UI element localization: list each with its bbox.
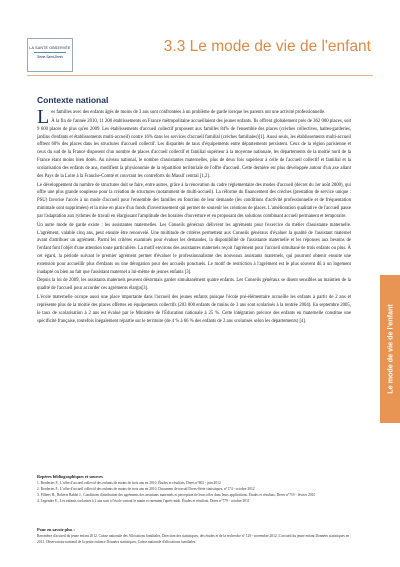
- reference-item: 3. Pilliers H., Roberts Babbé J., Conditions d'attribution des agréments des assistants maternels et perception de leurs rôles dans leurs applications. Études et résultats, Drees n°719 - février 2010: [37, 493, 316, 497]
- further-reading-text: Baromètre d'accueil du jeune enfant 2012, Caisse nationale des Allocations familiales, Direction des statistiques, des études et de la recherche n° 129 - novembre 2012. L'accueil du jeune enfant Données statistiques en 2011, Observatoire national de la petite enfance Données statistiques, Caisse nationale d'allocations familiales.: [37, 534, 350, 544]
- main-content: [37, 95, 351, 325]
- paragraph-1-text: es familles avec des enfants âgés de moins de 3 ans sont confrontées à un problème de garde lorsque les parents ont une activité professionnelle.: [51, 110, 326, 115]
- paragraph-2: À la fin de l'année 2010, 11 200 établissements en France métropolitaine accueillaient des jeunes enfants. Ils offrent globalement près de 362 000 places, soit 9 600 places de plus qu'en 2009. Les établissements d'accueil collectif proposent aux familles 84% de l'ensemble des places (crèches collectives, haltes-garderies, jardins d'enfants et établissements multi-accueil) contre 16% dans les services d'accueil familial (crèches familiales)[1]. Aussi seuls, les établissements multi-accueil offrent 60% des places dans les structures d'accueil collectif. Les disparités de taux d'équipements entre départements persistent. Ceux de la région parisienne et ceux du sud de la France disposent d'un nombre de places d'accueil collectif et familial supérieur à la moyenne nationale, les départements de la moitié nord de la France étant moins bien dotés. Au niveau national, le nombre d'assistantes maternelles, plus de deux fois supérieur à celle de l'accueil collectif et familial et la scolarisation des enfants de ans, modifient la physionomie de la répartition territoriale de l'offre d'accueil. Cette dernière est plus développée autour d'un axe allant des Pays de la Loire à la Franche-Comté et couvrant les contreforts du Massif central [1,2].: [37, 118, 351, 179]
- side-band-label: Le mode de vie de l'enfant: [385, 304, 395, 394]
- reference-item: 1. Borderies F., L'offre d'accueil collectif des enfants de moins de trois ans en 2010. Études et résultats, Drees n°803 - juin 2012: [37, 481, 221, 485]
- further-reading: [37, 527, 353, 545]
- paragraph-6: L'école maternelle occupe aussi une place importante dans l'accueil des jeunes enfants puisque l'école pré-élémentaire accueille les enfants à partir de 2 ans et représente plus de la moitié des places offertes en équipements collectifs (203 000 enfants de moins de 3 ans sont scolarisés à la rentrée 2004). En septembre 2005, le taux de scolarisation à 2 ans est évalué par le Ministère de l'Éducation nationale à 25 %. Cette intégration précoce des enfants en maternelle constitue une spécificité française, toutefois inégalement répartie sur le territoire (de 4 % à 66 % des enfants de 2 ans scolarisés selon les départements) [4].: [37, 295, 351, 324]
- further-reading-title: Pour en savoir plus :: [37, 527, 75, 532]
- reference-item: 2. Borderies F., L'offre d'accueil collectif des enfants de moins de trois ans en 2010. Document de travail Drees-Série statistiques, n°174 - octobre 2012: [37, 487, 255, 491]
- logo-top-text: LA SANTÉ OBSERVÉE: [29, 46, 71, 50]
- dropcap: L: [37, 106, 50, 128]
- logo: [27, 38, 73, 72]
- reference-item: 4. Legendre E., Les enfants scolarisés à 2 ans sont à l'école surtout le matin et rarement l'après-midi. Études et résultats, Drees n°779 - octobre 2011: [37, 499, 250, 503]
- paragraph-3: Le développement du nombre de structures doit se faire, entre autres, grâce à la rénovation du cadre réglementaire des modes d'accueil (décret du 1er août 2000), qui offre une plus grande souplesse pour la création de structures (notamment de multi-accueil). La réforme du financement des crèches (prestation de service unique : PSU) favorise l'accès à un mode d'accueil pour l'ensemble des familles en fonction de leur demande (les conditions d'activité professionnelle et de fréquentation minimale sont supprimées) et la mise en place d'un fonds d'investissement qui permet de soutenir les créations de places. L'amélioration qualitative de l'accueil passe par l'adaptation aux rythmes de travail en élargissant l'amplitude des horaires d'ouverture et en proposant des solutions combinant accueil permanent et temporaire.: [37, 182, 351, 219]
- paragraph-5: Depuis la loi de 2009, les assistants maternels peuvent désormais garder simultanément quatre enfants. Les Conseils généraux se disent sensibles au maintien de la qualité de l'accueil pour accorder ces agréments élargis[3].: [37, 278, 351, 292]
- references: [37, 474, 353, 504]
- paragraph-1: [37, 106, 351, 128]
- header-divider: [27, 75, 373, 76]
- side-band: [380, 275, 400, 423]
- paragraph-4: Un autre mode de garde existe : les assistantes maternelles. Les Conseils généraux délivrent les agréments pour l'exercice du métier d'assistante maternelle. L'agrément, valable cinq ans, peut ensuite être renouvelé. Une multitude de critères permettent aux Conseils généraux d'évaluer la qualité de l'assistant maternel avant d'attribuer un agrément. Parmi les critères examinés pour évaluer les demandes, la disponibilité de l'assistante maternelle et les réponses aux besoins de l'enfant font l'objet d'une attention toute particulière. La motif environs des assistantes maternels reçoit l'agrément pour l'accueil simultané de trois enfants ou plus. À cet égard, la période suivant le premier agrément permet d'évaluer le professionnalisme des nouveaux assistants maternels, qui pourront obtenir ensuite une extension pour accueillir plus d'enfants ou une dérogation pour des accueils ponctuels. Le motif de restriction à l'agrément est le plus souvent dû à un logement inadapté ou bien au fait que l'assistant maternel a lui-même de jeunes enfants [3].: [37, 222, 351, 275]
- chapter-title: 3.3 Le mode de vie de l'enfant: [163, 38, 371, 55]
- logo-bottom-text: Seine-Saint-Denis: [37, 55, 63, 59]
- references-title: Repères bibliographiques et sources: [37, 474, 103, 479]
- logo-divider: [34, 52, 66, 53]
- section-title: Contexte national: [37, 95, 109, 105]
